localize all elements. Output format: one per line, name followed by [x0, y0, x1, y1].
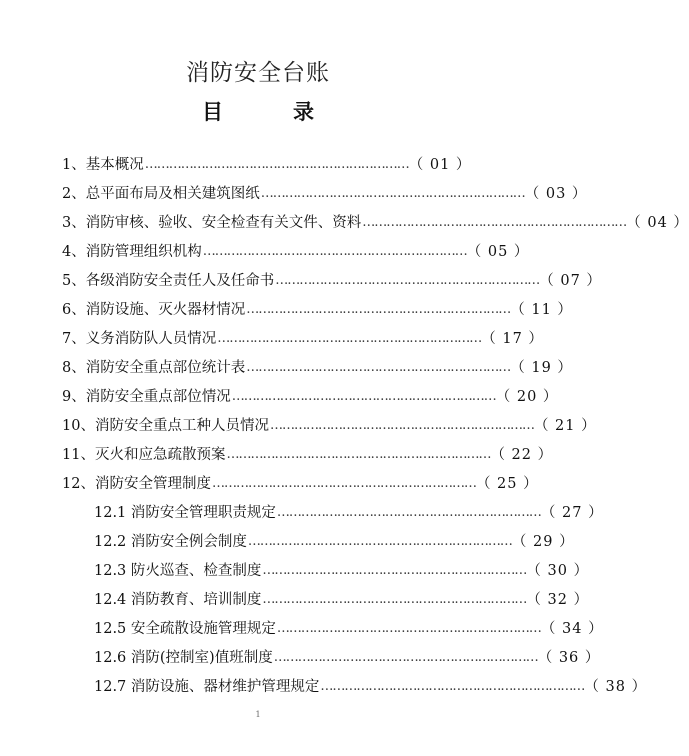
toc-leader: ………………………………………………………… — [275, 273, 540, 288]
toc-leader: ………………………………………………………… — [262, 563, 527, 578]
toc-heading — [0, 96, 516, 126]
toc-entry-page: （ 17 ） — [481, 331, 544, 347]
toc-entry-page: （ 05 ） — [466, 244, 530, 260]
toc-leader: ………………………………………………………… — [202, 244, 467, 259]
toc-subentry — [94, 530, 575, 554]
toc-entry-label: 12.6 消防(控制室)值班制度 — [94, 650, 273, 666]
toc-entry-page: （ 04 ） — [626, 215, 689, 231]
toc-entry-label: 12、消防安全管理制度 — [62, 476, 211, 492]
toc-entry-label: 9、消防安全重点部位情况 — [62, 389, 231, 405]
toc-entry-page: （ 29 ） — [511, 534, 575, 550]
toc-entry-label: 10、消防安全重点工种人员情况 — [62, 418, 269, 434]
toc-leader: ………………………………………………………… — [246, 302, 511, 317]
toc-leader: ………………………………………………………… — [362, 215, 627, 230]
toc-leader: ………………………………………………………… — [231, 389, 496, 404]
toc-entry-page: （ 34 ） — [540, 621, 604, 637]
toc-entry — [62, 153, 472, 177]
toc-entry-label: 12.7 消防设施、器材维护管理规定 — [94, 679, 320, 695]
toc-entry-label: 1、基本概况 — [62, 157, 144, 173]
toc-entry — [62, 472, 539, 496]
toc-leader: ………………………………………………………… — [211, 476, 476, 491]
toc-leader: ………………………………………………………… — [260, 186, 525, 201]
toc-leader: ………………………………………………………… — [217, 331, 482, 346]
toc-leader: ………………………………………………………… — [144, 157, 409, 172]
toc-entry — [62, 269, 602, 293]
document-title: 消防安全台账 — [186, 60, 330, 86]
toc-leader: ………………………………………………………… — [276, 505, 541, 520]
toc-subentry — [94, 617, 604, 641]
toc-entry — [62, 385, 559, 409]
toc-subentry — [94, 559, 590, 583]
toc-entry-label: 8、消防安全重点部位统计表 — [62, 360, 246, 376]
toc-entry-page: （ 19 ） — [510, 360, 573, 376]
toc-entry-label: 6、消防设施、灭火器材情况 — [62, 302, 246, 318]
toc-entry-page: （ 22 ） — [490, 447, 554, 463]
toc-entry-label: 12.1 消防安全管理职责规定 — [94, 505, 276, 521]
toc-heading-char-2: 录 — [293, 99, 314, 124]
toc-entry — [62, 414, 597, 438]
toc-entry-page: （ 11 ） — [510, 302, 573, 318]
toc-entry-page: （ 07 ） — [539, 273, 602, 289]
toc-entry-page: （ 21 ） — [533, 418, 597, 434]
toc-entry-label: 3、消防审核、验收、安全检查有关文件、资料 — [62, 215, 362, 231]
toc-entry — [62, 356, 573, 380]
toc-leader: ………………………………………………………… — [273, 650, 538, 665]
toc-leader: ………………………………………………………… — [247, 534, 512, 549]
toc-entry-label: 7、义务消防队人员情况 — [62, 331, 217, 347]
toc-entry-page: （ 20 ） — [495, 389, 559, 405]
toc-entry-label: 12.2 消防安全例会制度 — [94, 534, 247, 550]
toc-entry-label: 12.4 消防教育、培训制度 — [94, 592, 262, 608]
toc-leader: ………………………………………………………… — [276, 621, 541, 636]
toc-heading-char-1: 目 — [202, 99, 223, 124]
toc-entry — [62, 211, 689, 235]
toc-entry-label: 5、各级消防安全责任人及任命书 — [62, 273, 275, 289]
toc-entry-page: （ 38 ） — [584, 679, 648, 695]
toc-subentry — [94, 501, 604, 525]
toc-entry-label: 2、总平面布局及相关建筑图纸 — [62, 186, 260, 202]
toc-entry-page: （ 36 ） — [537, 650, 601, 666]
toc-entry — [62, 327, 544, 351]
toc-entry-page: （ 25 ） — [475, 476, 539, 492]
toc-entry-page: （ 01 ） — [408, 157, 472, 173]
toc-entry — [62, 443, 554, 467]
toc-entry-page: （ 30 ） — [526, 563, 590, 579]
toc-subentry — [94, 646, 601, 670]
toc-entry — [62, 182, 588, 206]
toc-entry-label: 12.3 防火巡查、检查制度 — [94, 563, 262, 579]
page-number: 1 — [255, 710, 261, 719]
toc-leader: ………………………………………………………… — [320, 679, 585, 694]
toc-entry-label: 12.5 安全疏散设施管理规定 — [94, 621, 276, 637]
toc-subentry — [94, 588, 590, 612]
toc-entry — [62, 298, 573, 322]
toc-entry-page: （ 03 ） — [524, 186, 588, 202]
toc-entry-page: （ 32 ） — [526, 592, 590, 608]
toc-entry — [62, 240, 530, 264]
toc-entry-label: 4、消防管理组织机构 — [62, 244, 202, 260]
toc-leader: ………………………………………………………… — [226, 447, 491, 462]
toc-subentry — [94, 675, 648, 699]
toc-leader: ………………………………………………………… — [269, 418, 534, 433]
toc-leader: ………………………………………………………… — [246, 360, 511, 375]
toc-entry-page: （ 27 ） — [540, 505, 604, 521]
toc-leader: ………………………………………………………… — [262, 592, 527, 607]
toc-entry-label: 11、灭火和应急疏散预案 — [62, 447, 226, 463]
